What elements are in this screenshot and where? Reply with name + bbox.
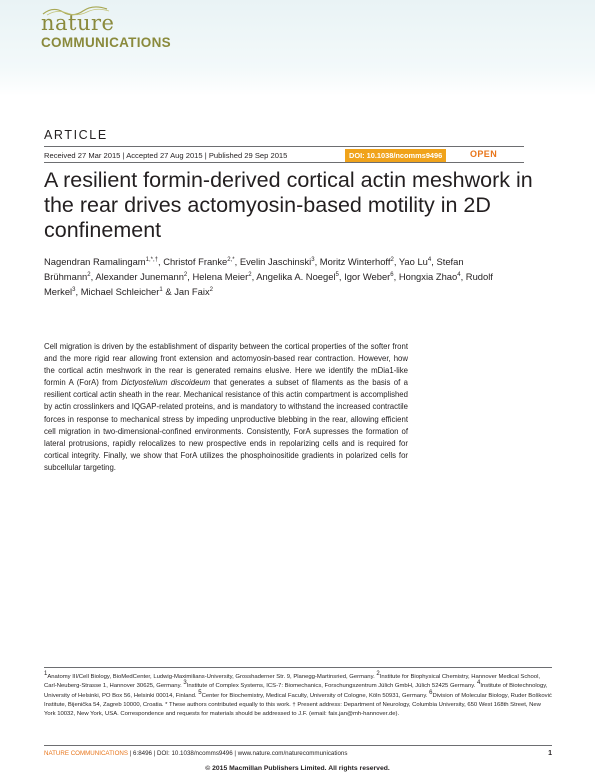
author: Stefan Brühmann [44, 256, 464, 282]
logo-nature-text: nature [41, 11, 115, 35]
footer-journal-name: NATURE COMMUNICATIONS [44, 750, 128, 757]
page-number: 1 [548, 750, 552, 757]
footnote-text: Anatomy III/Cell Biology, BioMedCenter, Ludwig-Maximilians-University, Grosshaderner Str. 9, Planegg-Martinsried, Germany. [47, 674, 377, 680]
footnote-mark: 3 [183, 680, 187, 687]
footnote-mark: 2 [376, 671, 380, 678]
journal-logo[interactable] [41, 12, 171, 50]
footer-citation[interactable]: | 6:8496 | DOI: 10.1038/ncomms9496 | www.nature.com/naturecommunications [128, 750, 348, 757]
author-affiliation-mark: 2 [183, 271, 188, 278]
article-title: A resilient formin-derived cortical actin meshwork in the rear drives actomyosin-based motility in 2D confinement [44, 168, 533, 242]
date-separator: | [202, 151, 209, 160]
accepted-date: Accepted 27 Aug 2015 [126, 151, 203, 160]
author-list: Nagendran Ramalingam$^{1,*,\dagger}$, Christof Franke$^{2,*}$, Evelin Jaschinski$^3$, Moritz Winterhoff$^2$, Yao Lu$^4$, Stefan Brühmann$^2$, Alexander Junemann$^2$, Helena Meier$^2$, Angelika A. Noegel$^5$, Igor Weber$^6$, Hongxia Zhao$^4$, Rudolf Merkel$^3$, Michael Schleicher$^1$ & Jan Faix$^2$ [44, 256, 493, 297]
author-affiliation-mark: 5 [335, 271, 339, 278]
dates-rule [44, 162, 524, 163]
author: Rudolf Merkel [44, 271, 493, 297]
footnote-text: Institute of Complex Systems, ICS-7: Biomechanics, Forschungszentrum Jülich GmbH, Jülich 52425 Germany. [186, 683, 477, 690]
author: Jan Faix [174, 286, 210, 297]
footnote-rule [44, 667, 552, 668]
footnote-text: Division of Molecular Biology, Ruder Bošković Institute, Bijenička 54, Zagreb 10000, Croatia. [44, 692, 552, 708]
author-affiliation-mark: 4 [427, 256, 432, 263]
abstract-text-1: Cell migration is driven by the establishment of disparity between the cortical properties of the softer front and the more rigid rear allowing front extension and actomyosin-based rear contraction. However, how the cortical actin meshwork in the rear is generated remains elusive. Here we identify the mDia1-like formin A (ForA) from [44, 342, 408, 388]
author: Yao Lu [398, 256, 428, 267]
footnote-mark: 4 [477, 680, 481, 687]
affiliations-footnotes [44, 673, 552, 719]
abstract-text-2: that generates a subset of filaments as the basis of a resilient cortical actin sheath in the rear. Mechanical resistance of this actin compartment is accomplished by actin crosslinkers and IQGAP-related proteins, and is mandatory to withstand the increased contractile forces in response to mechanical stress by impeding unproductive blebbing in the rear, allowing efficient cell migration in two-dimensional-confined environments. Consistently, ForA supresses the formation of lateral protrusions, rapidly relocalizes to new prospective ends in repolarizing cells and is required for cortical integrity. Finally, we show that ForA utilizes the phosphoinositide gradients in polarized cells for subcellular targeting. [44, 378, 408, 472]
author: Christof Franke [163, 256, 228, 267]
received-date: Received 27 Mar 2015 [44, 151, 121, 160]
footnote-text: * These authors contributed equally to this work. † Present address: Department of Neurology, Columbia University, 650 West 168th Street, New York 10032, New York, USA. Correspondence and requests for materials should be addressed to J.F. (email: faix.jan@mh-hannover.de). [44, 701, 541, 718]
author-affiliation-mark: 1 [159, 286, 163, 293]
species-name: Dictyostelium discoideum [121, 378, 211, 388]
author: Hongxia Zhao [398, 271, 458, 282]
author: Evelin Jaschinski [239, 256, 312, 267]
author-affiliation-mark: 2 [209, 286, 213, 293]
author: Moritz Winterhoff [319, 256, 391, 267]
author-affiliation-mark: 2 [87, 271, 91, 278]
footer-rule [44, 745, 552, 746]
author-affiliation-mark: 2 [248, 271, 252, 278]
author: Alexander Junemann [95, 271, 184, 282]
footnote-mark: 1 [44, 671, 48, 678]
author-affiliation-mark: 6 [390, 271, 394, 278]
publication-dates [44, 151, 287, 160]
date-separator: | [120, 151, 127, 160]
footnote-text: Institute for Biophysical Chemistry, Hannover Medical School, Carl-Neuberg-Strasse 1, Hannover 30625, Germany. [44, 674, 541, 690]
article-type-label: ARTICLE [44, 128, 108, 142]
author-affiliation-mark: 3 [72, 286, 76, 293]
page-footer [44, 750, 552, 757]
published-date: Published 29 Sep 2015 [208, 151, 288, 160]
author-affiliation-mark: 3 [311, 256, 315, 263]
footnote-text: Institute of Biotechnology, University of Helsinki, PO Box 56, Helsinki 00014, Finland. [44, 683, 548, 699]
author-affiliation-mark: 1,*,† [145, 256, 158, 263]
author: Angelika A. Noegel [256, 271, 336, 282]
author: Michael Schleicher [80, 286, 160, 297]
doi-badge[interactable]: DOI: 10.1038/ncomms9496 [345, 149, 446, 162]
author: Igor Weber [344, 271, 391, 282]
author: Helena Meier [192, 271, 249, 282]
author-affiliation-mark: 4 [457, 271, 461, 278]
author-affiliation-mark: 2 [390, 256, 394, 263]
author: Nagendran Ramalingam [44, 256, 146, 267]
footnote-text: Center for Biochemistry, Medical Faculty, University of Cologne, Köln 50931, Germany. [201, 692, 430, 699]
abstract [44, 341, 408, 474]
open-access-label: OPEN [470, 149, 498, 159]
footnote-mark: 6 [429, 689, 433, 696]
footnote-mark: 5 [198, 689, 202, 696]
logo-communications-text: COMMUNICATIONS [41, 35, 171, 50]
author-affiliation-mark: 2,* [227, 256, 235, 263]
copyright-notice: © 2015 Macmillan Publishers Limited. All rights reserved. [205, 765, 390, 772]
top-rule [44, 146, 524, 147]
